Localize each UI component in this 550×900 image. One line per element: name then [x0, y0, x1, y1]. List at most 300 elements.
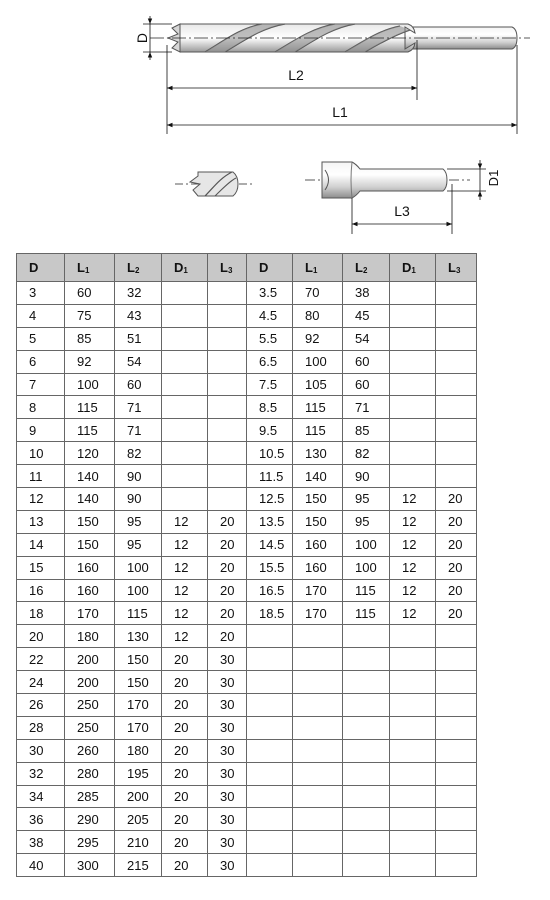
table-row	[17, 694, 477, 717]
table-cell: 20	[436, 488, 477, 511]
table-cell: 105	[293, 373, 343, 396]
table-cell	[390, 419, 436, 442]
table-cell	[293, 716, 343, 739]
table-cell	[343, 808, 390, 831]
column-header-subscript: 2	[362, 266, 368, 275]
table-cell: 20	[436, 602, 477, 625]
table-cell: 170	[293, 602, 343, 625]
table-cell: 60	[65, 282, 115, 305]
table-cell: 180	[65, 625, 115, 648]
table-cell	[162, 373, 208, 396]
table-cell: 100	[343, 556, 390, 579]
column-header-subscript: 1	[411, 266, 416, 275]
table-cell: 16.5	[247, 579, 293, 602]
table-cell: 150	[65, 533, 115, 556]
table-cell	[390, 350, 436, 373]
table-cell: 7.5	[247, 373, 293, 396]
table-cell: 90	[343, 465, 390, 488]
table-cell: 95	[343, 510, 390, 533]
table-cell: 70	[293, 282, 343, 305]
table-cell: 12	[390, 579, 436, 602]
table-row	[17, 282, 477, 305]
column-header	[247, 254, 293, 282]
column-header-label: D	[259, 260, 269, 275]
table-cell	[162, 465, 208, 488]
table-cell	[390, 831, 436, 854]
table-cell: 80	[293, 304, 343, 327]
table-cell: 100	[293, 350, 343, 373]
table-cell	[343, 854, 390, 877]
table-cell: 95	[343, 488, 390, 511]
column-header-label: L	[77, 260, 85, 275]
table-cell: 260	[65, 739, 115, 762]
table-cell: 20	[162, 739, 208, 762]
table-cell: 12	[162, 510, 208, 533]
table-cell: 82	[115, 442, 162, 465]
column-header-label: L	[305, 260, 313, 275]
table-cell	[247, 808, 293, 831]
table-cell: 195	[115, 762, 162, 785]
table-row	[17, 510, 477, 533]
table-cell	[343, 739, 390, 762]
table-cell	[436, 304, 477, 327]
table-cell: 160	[65, 556, 115, 579]
table-row	[17, 556, 477, 579]
table-cell: 10.5	[247, 442, 293, 465]
column-header-label: L	[127, 260, 135, 275]
table-row	[17, 762, 477, 785]
table-cell	[390, 854, 436, 877]
table-row	[17, 327, 477, 350]
table-cell: 12	[390, 488, 436, 511]
table-cell: 6	[17, 350, 65, 373]
table-cell: 95	[115, 533, 162, 556]
table-cell	[436, 625, 477, 648]
table-cell: 12	[390, 510, 436, 533]
column-header-label: D	[29, 260, 39, 275]
table-cell: 20	[162, 716, 208, 739]
table-cell: 205	[115, 808, 162, 831]
table-row	[17, 579, 477, 602]
table-cell	[390, 671, 436, 694]
table-cell	[247, 694, 293, 717]
table-row	[17, 465, 477, 488]
table-cell	[390, 739, 436, 762]
table-cell: 20	[208, 625, 247, 648]
table-row	[17, 831, 477, 854]
table-row	[17, 671, 477, 694]
table-cell: 250	[65, 716, 115, 739]
table-cell: 20	[162, 854, 208, 877]
table-cell: 150	[65, 510, 115, 533]
table-cell	[293, 762, 343, 785]
drill-bit-side-view	[150, 24, 530, 52]
table-cell	[436, 327, 477, 350]
table-cell	[293, 694, 343, 717]
table-row	[17, 419, 477, 442]
table-cell: 20	[436, 510, 477, 533]
table-cell: 140	[65, 488, 115, 511]
table-cell	[208, 488, 247, 511]
column-header	[390, 254, 436, 282]
table-row	[17, 350, 477, 373]
table-cell: 22	[17, 648, 65, 671]
table-cell: 6.5	[247, 350, 293, 373]
column-header-label: L	[355, 260, 363, 275]
table-cell: 5	[17, 327, 65, 350]
table-cell	[293, 808, 343, 831]
table-cell	[208, 419, 247, 442]
table-cell: 51	[115, 327, 162, 350]
table-cell: 170	[115, 716, 162, 739]
table-cell: 100	[115, 556, 162, 579]
table-cell: 12	[390, 602, 436, 625]
table-cell: 30	[208, 648, 247, 671]
table-cell: 250	[65, 694, 115, 717]
table-cell: 71	[343, 396, 390, 419]
table-cell	[208, 442, 247, 465]
table-cell: 295	[65, 831, 115, 854]
table-cell: 20	[162, 694, 208, 717]
table-cell	[162, 327, 208, 350]
table-cell: 43	[115, 304, 162, 327]
table-row	[17, 625, 477, 648]
table-cell: 20	[208, 579, 247, 602]
table-cell: 18	[17, 602, 65, 625]
table-cell: 20	[208, 533, 247, 556]
table-cell	[436, 716, 477, 739]
table-cell: 20	[162, 648, 208, 671]
table-cell	[247, 739, 293, 762]
table-cell: 92	[293, 327, 343, 350]
table-cell: 130	[293, 442, 343, 465]
table-cell	[247, 671, 293, 694]
table-cell	[343, 785, 390, 808]
table-cell: 20	[208, 510, 247, 533]
table-cell	[390, 282, 436, 305]
table-cell	[293, 854, 343, 877]
table-cell: 20	[162, 671, 208, 694]
table-cell: 75	[65, 304, 115, 327]
table-cell: 130	[115, 625, 162, 648]
table-cell: 12	[390, 556, 436, 579]
table-cell: 120	[65, 442, 115, 465]
table-cell: 14.5	[247, 533, 293, 556]
column-header-subscript: 1	[312, 266, 318, 275]
table-cell: 20	[17, 625, 65, 648]
column-header-label: L	[220, 260, 228, 275]
table-cell	[343, 716, 390, 739]
table-cell: 20	[208, 602, 247, 625]
table-cell	[436, 762, 477, 785]
table-cell: 30	[208, 854, 247, 877]
table-cell	[247, 831, 293, 854]
table-cell	[208, 465, 247, 488]
table-cell: 32	[17, 762, 65, 785]
table-cell	[293, 739, 343, 762]
table-cell: 90	[115, 465, 162, 488]
table-cell	[343, 648, 390, 671]
table-cell: 60	[343, 350, 390, 373]
dimension-d1-label: D1	[486, 169, 501, 187]
table-cell	[436, 396, 477, 419]
table-cell: 170	[293, 579, 343, 602]
table-cell	[390, 373, 436, 396]
table-cell: 12	[17, 488, 65, 511]
table-cell: 30	[208, 762, 247, 785]
table-cell: 90	[115, 488, 162, 511]
table-cell	[343, 671, 390, 694]
table-cell: 20	[162, 831, 208, 854]
table-cell: 140	[293, 465, 343, 488]
column-header	[17, 254, 65, 282]
table-cell: 150	[293, 510, 343, 533]
column-header	[115, 254, 162, 282]
table-cell: 20	[162, 808, 208, 831]
table-cell: 115	[65, 419, 115, 442]
table-cell: 160	[293, 556, 343, 579]
table-cell: 115	[293, 396, 343, 419]
table-cell	[343, 694, 390, 717]
table-cell: 24	[17, 671, 65, 694]
table-cell: 11	[17, 465, 65, 488]
table-cell	[390, 465, 436, 488]
table-cell: 85	[343, 419, 390, 442]
table-cell: 170	[115, 694, 162, 717]
table-cell: 3.5	[247, 282, 293, 305]
table-cell	[162, 442, 208, 465]
table-cell: 200	[65, 648, 115, 671]
table-cell	[162, 419, 208, 442]
table-cell	[436, 350, 477, 373]
table-cell: 12.5	[247, 488, 293, 511]
column-header-subscript: 2	[134, 266, 140, 275]
table-cell: 12	[162, 556, 208, 579]
column-header-label: D	[402, 260, 412, 275]
table-cell: 71	[115, 419, 162, 442]
table-cell	[247, 625, 293, 648]
table-cell: 92	[65, 350, 115, 373]
table-body	[17, 282, 477, 877]
table-cell	[436, 785, 477, 808]
table-cell: 100	[343, 533, 390, 556]
dimension-d-label: D	[134, 32, 150, 44]
table-cell: 100	[115, 579, 162, 602]
column-header-label: L	[448, 260, 456, 275]
table-cell	[390, 808, 436, 831]
table-cell	[436, 465, 477, 488]
table-row	[17, 716, 477, 739]
table-cell: 100	[65, 373, 115, 396]
table-cell	[390, 625, 436, 648]
table-cell: 5.5	[247, 327, 293, 350]
table-cell: 160	[65, 579, 115, 602]
table-cell	[390, 716, 436, 739]
table-cell: 115	[343, 579, 390, 602]
table-cell	[436, 694, 477, 717]
table-cell	[293, 785, 343, 808]
table-cell	[247, 716, 293, 739]
table-cell	[162, 488, 208, 511]
table-cell: 40	[17, 854, 65, 877]
table-cell: 8	[17, 396, 65, 419]
table-cell: 30	[208, 808, 247, 831]
table-cell: 150	[115, 648, 162, 671]
dimension-l2	[167, 67, 417, 88]
table-cell: 54	[343, 327, 390, 350]
table-row	[17, 373, 477, 396]
table-cell: 215	[115, 854, 162, 877]
table-row	[17, 602, 477, 625]
table-cell	[208, 327, 247, 350]
table-cell: 150	[115, 671, 162, 694]
table-cell	[343, 831, 390, 854]
table-cell	[247, 648, 293, 671]
table-cell	[208, 350, 247, 373]
table-cell: 12	[162, 533, 208, 556]
table-cell: 7	[17, 373, 65, 396]
table-cell: 30	[208, 694, 247, 717]
table-cell	[390, 648, 436, 671]
table-cell	[390, 762, 436, 785]
column-header-label: D	[174, 260, 184, 275]
table-row	[17, 785, 477, 808]
table-cell: 54	[115, 350, 162, 373]
dimension-l3-label: L3	[394, 203, 410, 219]
table-cell: 200	[65, 671, 115, 694]
table-cell: 170	[65, 602, 115, 625]
table-cell	[208, 373, 247, 396]
table-cell: 200	[115, 785, 162, 808]
table-cell	[162, 396, 208, 419]
table-cell: 9.5	[247, 419, 293, 442]
table-cell	[162, 350, 208, 373]
table-cell: 60	[115, 373, 162, 396]
table-cell	[390, 396, 436, 419]
table-cell	[390, 785, 436, 808]
table-cell	[247, 785, 293, 808]
table-cell	[293, 625, 343, 648]
table-row	[17, 396, 477, 419]
column-header	[343, 254, 390, 282]
table-cell: 45	[343, 304, 390, 327]
table-cell	[162, 304, 208, 327]
table-cell	[343, 625, 390, 648]
table-cell: 15	[17, 556, 65, 579]
table-cell: 71	[115, 396, 162, 419]
table-cell: 210	[115, 831, 162, 854]
table-cell: 20	[436, 556, 477, 579]
table-cell: 36	[17, 808, 65, 831]
table-cell: 18.5	[247, 602, 293, 625]
table-header-row	[17, 254, 477, 282]
tip-detail-view	[175, 172, 255, 196]
table-cell	[436, 419, 477, 442]
table-cell: 280	[65, 762, 115, 785]
table-cell	[436, 854, 477, 877]
table-row	[17, 739, 477, 762]
table-cell: 30	[208, 716, 247, 739]
table-cell	[293, 831, 343, 854]
table-cell: 10	[17, 442, 65, 465]
table-cell: 12	[162, 579, 208, 602]
table-cell: 38	[343, 282, 390, 305]
table-cell	[390, 304, 436, 327]
table-cell	[390, 442, 436, 465]
table-row	[17, 648, 477, 671]
table-row	[17, 488, 477, 511]
table-cell	[293, 671, 343, 694]
table-cell: 38	[17, 831, 65, 854]
table-cell: 115	[115, 602, 162, 625]
table-cell: 28	[17, 716, 65, 739]
table-cell: 12	[162, 602, 208, 625]
table-cell	[390, 694, 436, 717]
table-cell	[436, 671, 477, 694]
table-cell: 30	[17, 739, 65, 762]
table-cell: 30	[208, 785, 247, 808]
table-cell: 60	[343, 373, 390, 396]
table-row	[17, 808, 477, 831]
table-cell: 140	[65, 465, 115, 488]
table-cell	[436, 808, 477, 831]
table-cell: 4	[17, 304, 65, 327]
table-cell: 20	[436, 533, 477, 556]
table-cell: 26	[17, 694, 65, 717]
table-cell: 85	[65, 327, 115, 350]
table-cell: 11.5	[247, 465, 293, 488]
column-header-subscript: 1	[84, 266, 90, 275]
table-row	[17, 304, 477, 327]
column-header	[436, 254, 477, 282]
table-cell	[208, 282, 247, 305]
table-cell	[436, 373, 477, 396]
table-cell: 15.5	[247, 556, 293, 579]
table-cell	[436, 648, 477, 671]
table-cell: 8.5	[247, 396, 293, 419]
table-cell: 20	[162, 762, 208, 785]
drill-bit-drawing	[0, 0, 550, 250]
table-cell	[162, 282, 208, 305]
table-cell: 290	[65, 808, 115, 831]
dimension-l1	[167, 104, 517, 125]
dimension-l2-label: L2	[288, 67, 304, 83]
table-cell: 30	[208, 671, 247, 694]
table-cell: 34	[17, 785, 65, 808]
table-row	[17, 442, 477, 465]
table-cell: 16	[17, 579, 65, 602]
table-cell: 160	[293, 533, 343, 556]
table-cell	[390, 327, 436, 350]
reduced-shank-view	[305, 160, 501, 234]
table-cell: 20	[162, 785, 208, 808]
column-header	[293, 254, 343, 282]
table-cell	[208, 304, 247, 327]
table-cell: 115	[343, 602, 390, 625]
table-cell	[436, 282, 477, 305]
column-header-subscript: 3	[227, 266, 233, 275]
table-cell: 285	[65, 785, 115, 808]
table-cell: 300	[65, 854, 115, 877]
table-row	[17, 533, 477, 556]
table-cell: 9	[17, 419, 65, 442]
table-cell: 14	[17, 533, 65, 556]
table-cell	[436, 442, 477, 465]
table-cell: 180	[115, 739, 162, 762]
column-header	[208, 254, 247, 282]
table-cell: 30	[208, 739, 247, 762]
table-cell: 30	[208, 831, 247, 854]
